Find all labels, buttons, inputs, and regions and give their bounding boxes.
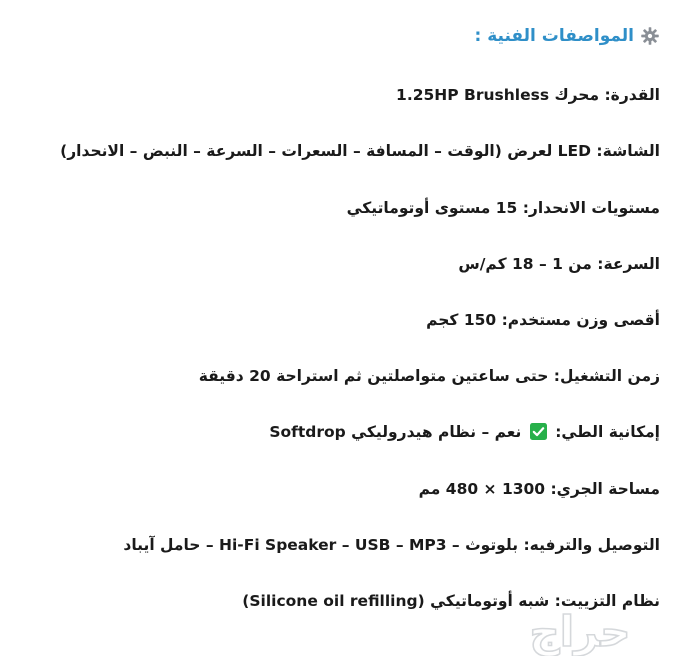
spec-row-max-weight [426,306,660,334]
spec-value: نعم – نظام هيدروليكي Softdrop [269,423,522,441]
spec-row-runtime [199,362,660,390]
spec-label: القدرة: [604,86,660,104]
spec-row-display [60,137,660,165]
specs-list [40,0,660,661]
spec-label: أقصى وزن مستخدم: [501,311,660,329]
spec-row-speed [458,250,660,278]
haraj-watermark [470,604,690,656]
spec-row-connectivity [123,531,660,559]
check-icon [530,423,547,440]
spec-value: من 1 – 18 كم/س [458,255,592,273]
spec-label: الشاشة: [596,142,660,160]
watermark-text: حراج [529,607,631,656]
spec-label: زمن التشغيل: [553,367,660,385]
spec-label: السرعة: [597,255,660,273]
spec-label: إمكانية الطي: [555,423,660,441]
specs-heading-text: المواصفات الفنية : [474,26,634,46]
spec-row-folding [269,418,660,446]
spec-value: LED لعرض (الوقت – المسافة – السعرات – السرعة – النبض – الانحدار) [60,142,592,160]
spec-value: 150 كجم [426,311,497,329]
spec-label: التوصيل والترفيه: [523,536,660,554]
spec-row-running-area [419,475,660,503]
spec-value: 15 مستوى أوتوماتيكي [346,199,518,217]
spec-value: بلوتوث – Hi-Fi Speaker – USB – MP3 – حامل آيباد [123,536,519,554]
spec-value: محرك 1.25HP Brushless [396,86,600,104]
spec-label: نظام التزييت: [554,592,660,610]
spec-value: حتى ساعتين متواصلتين ثم استراحة 20 دقيقة [198,367,549,385]
spec-label: مستويات الانحدار: [522,199,660,217]
spec-row-power [396,81,660,109]
spec-row-incline [347,194,660,222]
spec-value: 1300 × 480 مم [418,480,546,498]
spec-value: شبه أوتوماتيكي (Silicone oil refilling) [242,592,550,610]
spec-label: مساحة الجري: [550,480,660,498]
